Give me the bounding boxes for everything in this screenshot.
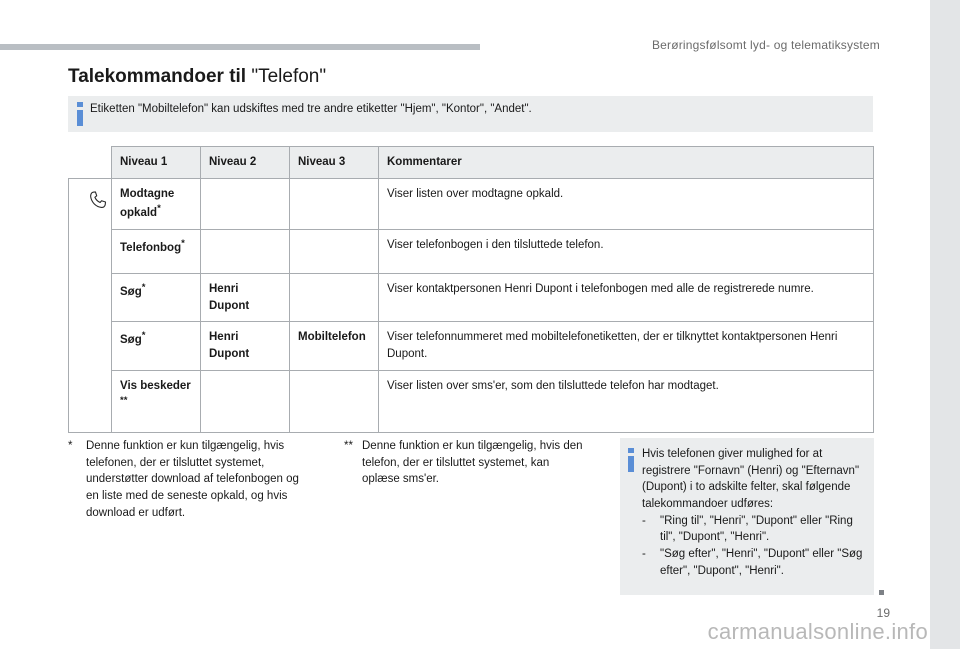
footnote-single-star — [68, 438, 308, 521]
footnote-mark: ** — [344, 440, 353, 452]
phone-icon — [87, 189, 109, 211]
list-item: - "Ring til", "Henri", "Dupont" eller "Ring til", "Dupont", "Henri". — [642, 513, 868, 546]
table-header-level2: Niveau 2 — [201, 147, 290, 179]
cell-comment: Viser listen over modtagne opkald. — [379, 178, 874, 229]
footnote-text: Denne funktion er kun tilgængelig, hvis telefonen, der er tilsluttet systemet, understøtter download af telefonbogen og en liste med de seneste opkald, og hvis download er udført. — [86, 440, 299, 519]
table-row — [69, 229, 874, 273]
side-info-intro: Hvis telefonen giver mulighed for at registrere "Fornavn" (Henri) og "Efternavn" (Dupont) i to adskilte felter, skal følgende talekommandoer udføres: — [642, 448, 860, 511]
cell-level2 — [201, 229, 290, 273]
section-header: Berøringsfølsomt lyd- og telematiksystem — [651, 38, 880, 52]
cell-level3 — [290, 229, 379, 273]
table-row — [69, 322, 874, 370]
cell-level3 — [290, 370, 379, 432]
cell-level2 — [201, 370, 290, 432]
top-decor-bar — [0, 44, 480, 50]
icon-cell — [69, 178, 112, 432]
voice-command-table — [68, 146, 874, 433]
name-fields-info-box — [620, 438, 874, 595]
cell-level1: Søg* — [112, 322, 201, 370]
cell-level1: Søg* — [112, 273, 201, 321]
info-icon — [77, 102, 83, 126]
table-header-blank — [69, 147, 112, 179]
cell-level3 — [290, 178, 379, 229]
footnote-double-star — [344, 438, 589, 488]
info-text: Etiketten "Mobiltelefon" kan udskiftes med tre andre etiketter "Hjem", "Kontor", "Andet". — [90, 103, 532, 115]
cell-comment: Viser telefonnummeret med mobiltelefonetiketten, der er tilknyttet kontaktpersonen Henri Dupont. — [379, 322, 874, 370]
table-row — [69, 178, 874, 229]
cell-level3: Mobiltelefon — [290, 322, 379, 370]
info-icon — [628, 448, 634, 472]
page-number: 19 — [876, 606, 890, 620]
page-title-quoted: "Telefon" — [251, 66, 327, 87]
cell-comment: Viser telefonbogen i den tilsluttede telefon. — [379, 229, 874, 273]
cell-level2: Henri Dupont — [201, 322, 290, 370]
info-box — [68, 96, 873, 132]
watermark: carmanualsonline.info — [707, 619, 928, 644]
table-header-comments: Kommentarer — [379, 147, 874, 179]
table-header-level1: Niveau 1 — [112, 147, 201, 179]
table-header-level3: Niveau 3 — [290, 147, 379, 179]
page-title-main: Talekommandoer til — [68, 66, 252, 87]
table-row — [69, 273, 874, 321]
side-info-list — [642, 513, 868, 580]
right-margin-strip — [930, 0, 960, 649]
cell-level2: Henri Dupont — [201, 273, 290, 321]
table-header-row — [69, 147, 874, 179]
cell-level1: Modtagne opkald* — [112, 178, 201, 229]
list-item: - "Søg efter", "Henri", "Dupont" eller "Søg efter", "Dupont", "Henri". — [642, 546, 868, 579]
table-row — [69, 370, 874, 432]
cell-level1: Telefonbog* — [112, 229, 201, 273]
footnote-text: Denne funktion er kun tilgængelig, hvis den telefon, der er tilsluttet systemet, kan oplæse sms'er. — [362, 440, 583, 486]
cell-level3 — [290, 273, 379, 321]
cell-comment: Viser listen over sms'er, som den tilsluttede telefon har modtaget. — [379, 370, 874, 432]
footnote-mark: * — [68, 440, 73, 452]
cell-comment: Viser kontaktpersonen Henri Dupont i telefonbogen med alle de registrerede numre. — [379, 273, 874, 321]
page-title — [68, 66, 326, 88]
page-marker — [879, 590, 884, 595]
cell-level1: Vis beskeder ** — [112, 370, 201, 432]
cell-level2 — [201, 178, 290, 229]
